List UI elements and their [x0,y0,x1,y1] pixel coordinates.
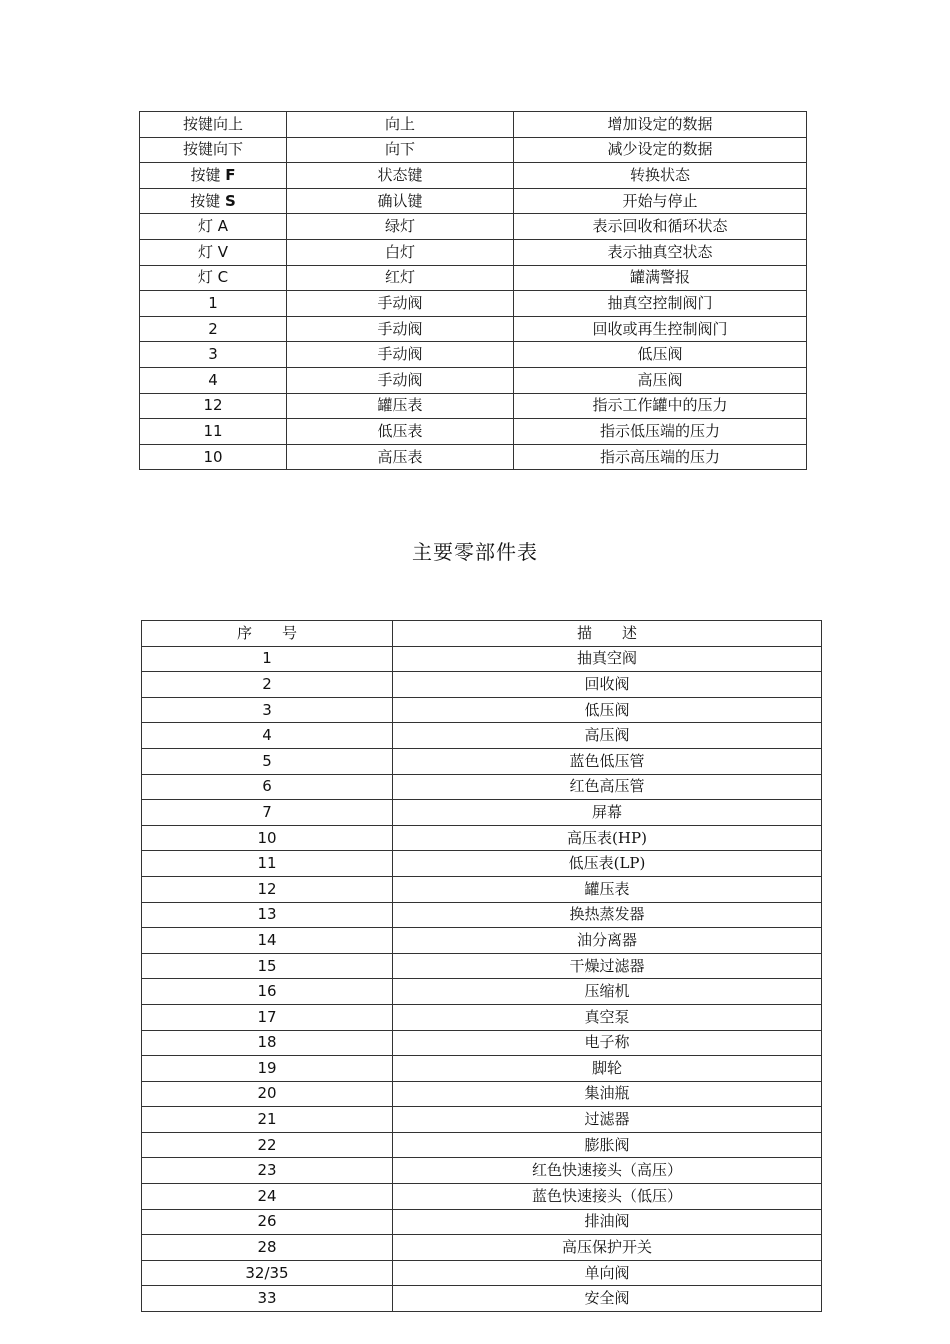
part-description-cell: 红色快速接头（高压） [393,1158,822,1184]
part-description-cell: 蓝色低压管 [393,748,822,774]
key-name-cell [140,419,287,445]
key-table-row [140,444,807,470]
part-number-cell: 24 [142,1184,393,1210]
key-table-row [140,265,807,291]
key-function-cell: 罐满警报 [514,265,807,291]
parts-table-header-row [142,621,822,647]
key-name-cell [140,239,287,265]
key-letter-text: F [225,165,236,184]
part-description-cell: 电子称 [393,1030,822,1056]
part-number-cell: 3 [142,697,393,723]
key-name-cell [140,163,287,189]
parts-table-row [142,1158,822,1184]
key-name-cell [140,316,287,342]
part-number-cell: 12 [142,876,393,902]
key-name-text: 灯 A [197,217,229,236]
key-name-cell [140,342,287,368]
key-name-text: 按键向上 [182,114,243,133]
header-description: 描 述 [393,621,822,647]
key-name-text: 12 [203,396,223,415]
key-name-text: 4 [208,370,218,389]
parts-table-row [142,800,822,826]
part-number-cell: 4 [142,723,393,749]
key-function-cell: 表示回收和循环状态 [514,214,807,240]
header-number: 序 号 [142,621,393,647]
key-table-row [140,137,807,163]
part-number-cell: 22 [142,1132,393,1158]
parts-table-row [142,774,822,800]
part-description-cell: 过滤器 [393,1107,822,1133]
part-description-cell: 高压保护开关 [393,1235,822,1261]
part-number-cell: 2 [142,672,393,698]
part-description-cell: 低压阀 [393,697,822,723]
key-type-cell: 确认键 [287,188,514,214]
parts-table-row [142,1107,822,1133]
key-name-cell [140,188,287,214]
key-table-row [140,419,807,445]
parts-table-row [142,1132,822,1158]
part-description-cell: 安全阀 [393,1286,822,1312]
key-function-cell: 开始与停止 [514,188,807,214]
key-name-text: 灯 C [197,268,229,287]
parts-table-row [142,1235,822,1261]
part-number-cell: 14 [142,928,393,954]
parts-table-row [142,1081,822,1107]
parts-table-row [142,928,822,954]
key-function-cell: 减少设定的数据 [514,137,807,163]
key-table-row [140,214,807,240]
parts-table-row [142,1286,822,1312]
parts-table-row [142,748,822,774]
key-table-row [140,393,807,419]
part-description-cell: 脚轮 [393,1056,822,1082]
key-name-text: 3 [208,345,218,364]
parts-table-title: 主要零部件表 [412,540,538,564]
key-function-cell: 回收或再生控制阀门 [514,316,807,342]
key-table-row [140,316,807,342]
key-table-row [140,291,807,317]
key-table-row [140,239,807,265]
part-description-cell: 罐压表 [393,876,822,902]
parts-table-row [142,697,822,723]
part-description-cell: 真空泵 [393,1004,822,1030]
key-type-cell: 低压表 [287,419,514,445]
part-number-cell: 28 [142,1235,393,1261]
part-number-cell: 13 [142,902,393,928]
key-function-table [139,111,807,470]
parts-table-row [142,646,822,672]
key-type-cell: 手动阀 [287,291,514,317]
parts-table-row [142,825,822,851]
key-function-cell: 表示抽真空状态 [514,239,807,265]
key-name-text: 按键 [190,191,225,210]
key-type-cell: 手动阀 [287,342,514,368]
key-name-text: 按键向下 [182,140,243,159]
key-name-text: 1 [208,293,218,312]
part-number-cell: 10 [142,825,393,851]
key-function-cell: 抽真空控制阀门 [514,291,807,317]
parts-table-row [142,953,822,979]
key-name-text: 11 [203,421,223,440]
key-type-cell: 白灯 [287,239,514,265]
key-type-cell: 绿灯 [287,214,514,240]
part-number-cell: 16 [142,979,393,1005]
part-number-cell: 15 [142,953,393,979]
key-name-cell [140,112,287,138]
parts-table-row [142,723,822,749]
parts-table-row [142,979,822,1005]
key-table-row [140,342,807,368]
key-type-cell: 向上 [287,112,514,138]
part-number-cell: 17 [142,1004,393,1030]
part-number-cell: 5 [142,748,393,774]
key-name-cell [140,214,287,240]
key-function-cell: 指示工作罐中的压力 [514,393,807,419]
part-number-cell: 21 [142,1107,393,1133]
key-table-row [140,163,807,189]
key-name-cell [140,291,287,317]
part-number-cell: 6 [142,774,393,800]
key-type-cell: 向下 [287,137,514,163]
parts-table-row [142,1260,822,1286]
parts-table-row [142,1030,822,1056]
key-name-text: 10 [203,447,223,466]
part-number-cell: 23 [142,1158,393,1184]
parts-table-row [142,1004,822,1030]
key-name-cell [140,137,287,163]
key-table-row [140,188,807,214]
part-number-cell: 18 [142,1030,393,1056]
part-number-cell: 20 [142,1081,393,1107]
part-description-cell: 高压阀 [393,723,822,749]
key-function-cell: 指示高压端的压力 [514,444,807,470]
parts-table-row [142,1209,822,1235]
part-description-cell: 回收阀 [393,672,822,698]
part-number-cell: 26 [142,1209,393,1235]
key-type-cell: 罐压表 [287,393,514,419]
part-description-cell: 油分离器 [393,928,822,954]
parts-table-row [142,902,822,928]
part-description-cell: 红色高压管 [393,774,822,800]
part-description-cell: 换热蒸发器 [393,902,822,928]
key-type-cell: 状态键 [287,163,514,189]
part-description-cell: 单向阀 [393,1260,822,1286]
parts-table-row [142,876,822,902]
key-name-cell [140,367,287,393]
key-name-cell [140,265,287,291]
part-description-cell: 集油瓶 [393,1081,822,1107]
part-description-cell: 蓝色快速接头（低压） [393,1184,822,1210]
key-name-cell [140,444,287,470]
key-function-cell: 转换状态 [514,163,807,189]
key-type-cell: 手动阀 [287,367,514,393]
part-number-cell: 11 [142,851,393,877]
key-name-text: 按键 [190,165,226,184]
part-number-cell: 19 [142,1056,393,1082]
key-table-row [140,367,807,393]
part-description-cell: 排油阀 [393,1209,822,1235]
parts-table [141,620,822,1312]
key-table-row [140,112,807,138]
part-description-cell: 压缩机 [393,979,822,1005]
part-number-cell: 7 [142,800,393,826]
part-number-cell: 1 [142,646,393,672]
part-description-cell: 低压表(LP) [393,851,822,877]
key-name-cell [140,393,287,419]
parts-table-row [142,851,822,877]
parts-table-row [142,1056,822,1082]
part-description-cell: 高压表(HP) [393,825,822,851]
key-name-text: 2 [208,319,218,338]
key-function-cell: 高压阀 [514,367,807,393]
key-function-cell: 指示低压端的压力 [514,419,807,445]
part-description-cell: 干燥过滤器 [393,953,822,979]
key-type-cell: 红灯 [287,265,514,291]
part-description-cell: 膨胀阀 [393,1132,822,1158]
key-function-cell: 增加设定的数据 [514,112,807,138]
part-number-cell: 33 [142,1286,393,1312]
key-type-cell: 高压表 [287,444,514,470]
key-function-cell: 低压阀 [514,342,807,368]
key-letter-text: S [224,191,236,210]
key-type-cell: 手动阀 [287,316,514,342]
part-description-cell: 屏幕 [393,800,822,826]
parts-table-row [142,672,822,698]
parts-table-row [142,1184,822,1210]
part-number-cell: 32/35 [142,1260,393,1286]
part-description-cell: 抽真空阀 [393,646,822,672]
key-name-text: 灯 V [197,242,229,261]
